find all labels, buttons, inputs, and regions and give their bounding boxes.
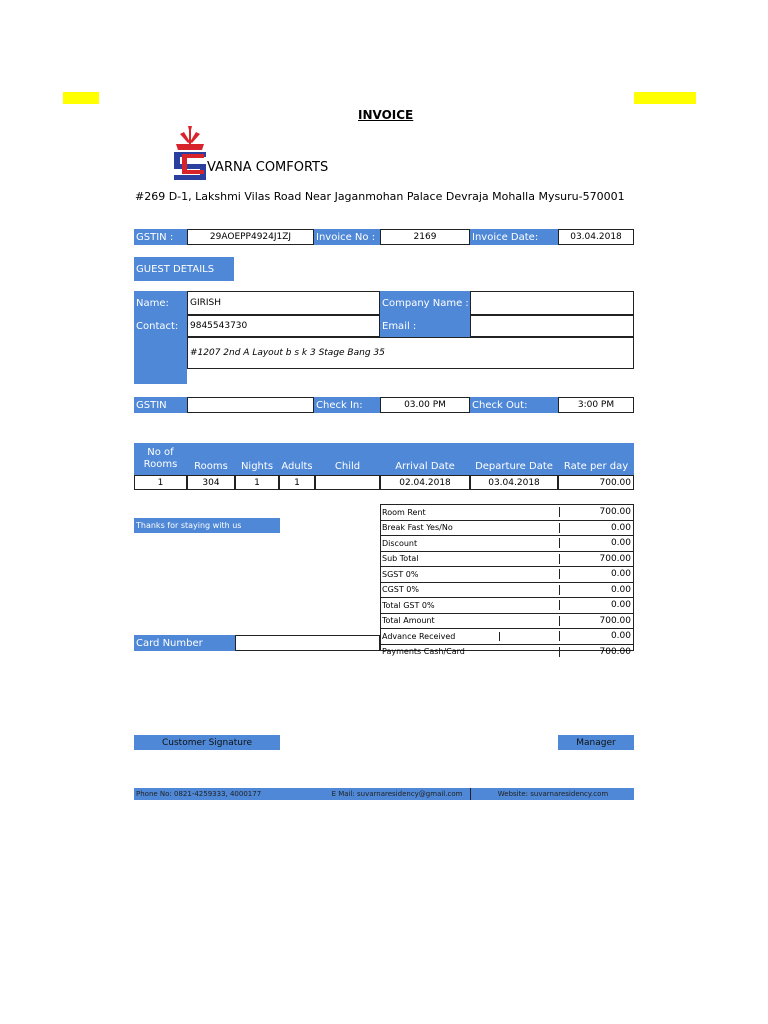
footer-phone: Phone No: 0821-4259333, 4000177 xyxy=(136,790,262,798)
col-header-rate-per-day: Rate per day xyxy=(558,443,634,475)
charge-label: Payments Cash/Card xyxy=(382,647,465,657)
cell-rooms: 304 xyxy=(187,475,235,490)
charge-label: Break Fast Yes/No xyxy=(382,523,453,533)
col-header-nights: Nights xyxy=(235,443,279,475)
charge-row xyxy=(381,505,633,521)
charge-value: 0.00 xyxy=(559,600,633,610)
charge-label: Advance Received xyxy=(381,632,500,641)
email-label: Email : xyxy=(380,315,470,337)
charge-value: 700.00 xyxy=(559,616,633,626)
charge-row xyxy=(381,598,633,614)
cell-no-of-rooms: 1 xyxy=(134,475,187,490)
charge-row xyxy=(381,536,633,552)
company-name: VARNA COMFORTS xyxy=(207,160,329,175)
invoice-no-value: 2169 xyxy=(380,229,470,245)
guest-name-label: Name: xyxy=(136,297,169,309)
charge-label: Discount xyxy=(382,538,418,548)
charge-label: Room Rent xyxy=(382,507,426,517)
col-header-child: Child xyxy=(315,443,380,475)
thanks-banner: Thanks for staying with us xyxy=(134,518,280,533)
charge-label: CGST 0% xyxy=(382,585,419,595)
charge-value: 700.00 xyxy=(559,647,633,657)
charge-row xyxy=(381,567,633,583)
charge-row xyxy=(381,645,633,660)
charge-label: Total GST 0% xyxy=(382,600,435,610)
col-header-adults: Adults xyxy=(279,443,315,475)
cell-arrival-date: 02.04.2018 xyxy=(380,475,470,490)
invoice-date-value: 03.04.2018 xyxy=(558,229,634,245)
charge-row xyxy=(381,629,633,645)
guest-gstin-label: GSTIN xyxy=(134,397,187,413)
check-out-value: 3:00 PM xyxy=(558,397,634,413)
highlight-bar-right xyxy=(634,92,696,104)
check-in-value: 03.00 PM xyxy=(380,397,470,413)
cell-rate-per-day: 700.00 xyxy=(558,475,634,490)
charge-label: Sub Total xyxy=(382,554,419,564)
cell-child xyxy=(315,475,380,490)
cell-departure-date: 03.04.2018 xyxy=(470,475,558,490)
col-header-departure-date: Departure Date xyxy=(470,443,558,475)
charge-label: SGST 0% xyxy=(382,569,419,579)
invoice-title: INVOICE xyxy=(358,108,414,122)
charge-row xyxy=(381,552,633,568)
gstin-label: GSTIN : xyxy=(134,229,187,245)
charge-value: 700.00 xyxy=(559,507,633,517)
col-header-rooms: Rooms xyxy=(187,443,235,475)
charge-value: 0.00 xyxy=(559,631,633,641)
company-address: #269 D-1, Lakshmi Vilas Road Near Jaganmohan Palace Devraja Mohalla Mysuru-570001 xyxy=(135,190,625,203)
footer-divider xyxy=(470,788,471,800)
card-number-value xyxy=(235,635,380,651)
guest-name-value: GIRISH xyxy=(187,291,380,315)
charge-value: 0.00 xyxy=(559,538,633,548)
invoice-date-label: Invoice Date: xyxy=(470,229,558,245)
guest-gstin-value xyxy=(187,397,314,413)
guest-details-header: GUEST DETAILS xyxy=(134,257,234,281)
cell-adults: 1 xyxy=(279,475,315,490)
gstin-value: 29AOEPP4924J1ZJ xyxy=(187,229,314,245)
check-in-label: Check In: xyxy=(314,397,380,413)
charge-value: 700.00 xyxy=(559,554,633,564)
col-header-arrival-date: Arrival Date xyxy=(380,443,470,475)
company-name-label: Company Name : xyxy=(380,291,470,315)
cell-nights: 1 xyxy=(235,475,279,490)
guest-contact-value: 9845543730 xyxy=(187,315,380,337)
charge-label: Total Amount xyxy=(382,616,435,626)
card-number-label: Card Number xyxy=(134,635,235,651)
col-header-no-of-rooms-line1: No of xyxy=(147,447,174,458)
customer-signature-label: Customer Signature xyxy=(134,735,280,750)
charge-value: 0.00 xyxy=(559,569,633,579)
company-logo xyxy=(170,124,210,182)
highlight-bar-left xyxy=(63,92,99,104)
check-out-label: Check Out: xyxy=(470,397,558,413)
charge-row xyxy=(381,614,633,630)
company-name-value xyxy=(470,291,634,315)
guest-contact-label: Contact: xyxy=(136,320,179,332)
invoice-no-label: Invoice No : xyxy=(314,229,380,245)
footer-website: Website: suvarnaresidency.com xyxy=(497,790,609,798)
charge-value: 0.00 xyxy=(559,585,633,595)
charges-table xyxy=(380,504,634,657)
email-value xyxy=(470,315,634,337)
guest-address-value: #1207 2nd A Layout b s k 3 Stage Bang 35 xyxy=(187,337,634,369)
charge-row xyxy=(381,521,633,537)
col-header-no-of-rooms-line2: Rooms xyxy=(143,459,178,470)
col-header-no-of-rooms xyxy=(134,443,187,475)
charge-row xyxy=(381,583,633,599)
manager-signature-label: Manager xyxy=(558,735,634,750)
charge-value: 0.00 xyxy=(559,523,633,533)
footer-email: E Mail: suvarnaresidency@gmail.com xyxy=(331,790,463,798)
